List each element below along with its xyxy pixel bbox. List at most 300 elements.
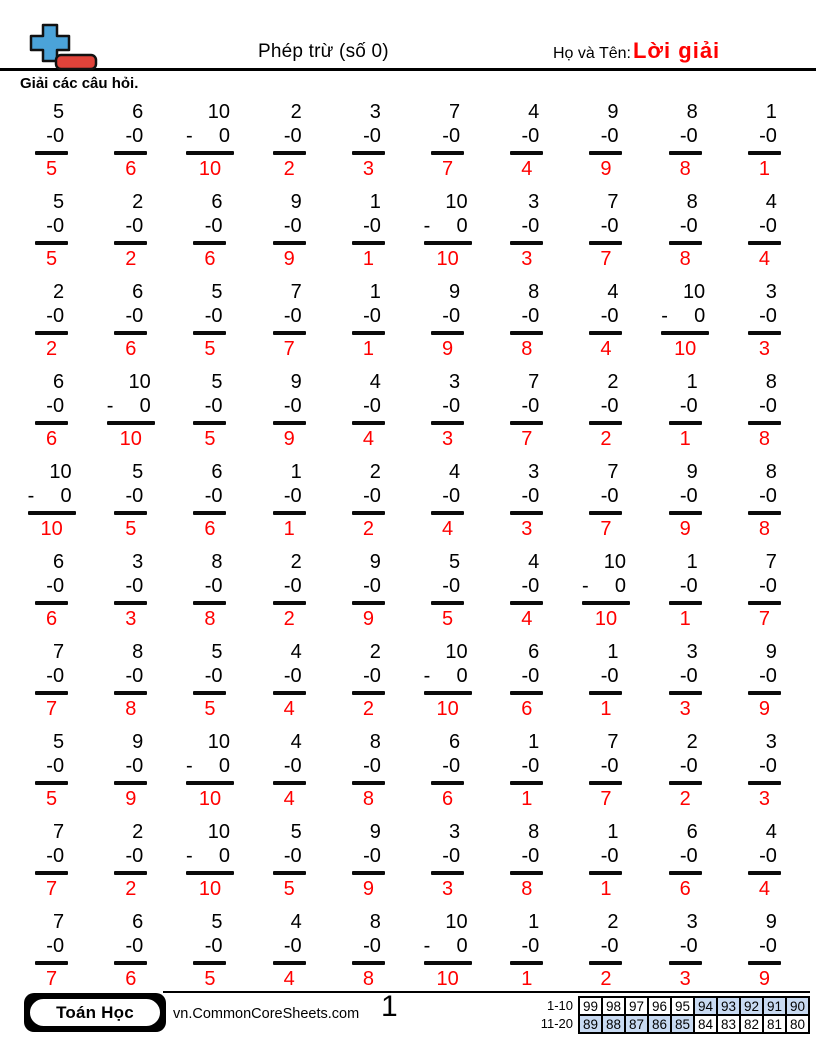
answer-value: 6: [46, 428, 58, 450]
subtraction-problem: [669, 820, 702, 901]
subtrahend-line: -0: [600, 935, 619, 957]
minuend: 7: [52, 641, 65, 663]
subtrahend-line: -0: [283, 395, 302, 417]
minuend: 5: [52, 101, 65, 123]
score-cell: 86: [647, 1014, 672, 1034]
subtrahend-line: -0: [679, 755, 698, 777]
answer-value: 9: [442, 338, 454, 360]
subtrahend-value: 0: [139, 395, 151, 417]
subtrahend-line: -0: [283, 575, 302, 597]
minuend: 1: [686, 371, 698, 393]
subtrahend-line: -0: [283, 485, 302, 507]
subtrahend-line: -0: [759, 755, 777, 777]
score-cell: 93: [716, 996, 741, 1016]
score-cell: 98: [601, 996, 626, 1016]
answer-rule: [273, 421, 306, 425]
subtraction-problem: [424, 640, 472, 721]
minuend: 10: [207, 101, 230, 123]
subtrahend-line: -0: [363, 395, 381, 417]
answer-value: 5: [204, 338, 216, 360]
subtraction-problem: [510, 100, 543, 181]
answer-rule: [589, 961, 622, 965]
answer-value: 8: [521, 878, 533, 900]
minus-sign: -: [423, 665, 431, 687]
score-cell: 87: [624, 1014, 649, 1034]
problem-row: [12, 190, 804, 280]
answer-rule: [589, 511, 622, 515]
minuend: 2: [607, 911, 619, 933]
answer-rule: [186, 151, 234, 155]
subtrahend-value: 0: [456, 665, 468, 687]
answer-value: 7: [600, 248, 612, 270]
subtrahend-line: -0: [759, 935, 777, 957]
minuend: 8: [686, 101, 698, 123]
subtraction-problem: [669, 190, 702, 271]
answer-rule: [273, 601, 306, 605]
subtraction-problem: [273, 370, 306, 451]
answer-value: 6: [46, 608, 58, 630]
subtrahend-line: -0: [521, 305, 540, 327]
subtraction-problem: [35, 820, 68, 901]
subtraction-problem: [352, 550, 385, 631]
answer-value: 6: [442, 788, 454, 810]
subtrahend-line: -0: [125, 665, 144, 687]
subtrahend-line: -0: [521, 935, 540, 957]
answer-rule: [352, 601, 385, 605]
answer-rule: [748, 691, 781, 695]
minuend: 8: [369, 911, 381, 933]
minuend: 1: [765, 101, 777, 123]
subtrahend-line: -0: [442, 305, 461, 327]
answer-value: 10: [436, 248, 459, 270]
subtrahend-line: [107, 394, 155, 418]
minuend: 7: [448, 101, 461, 123]
minuend: 5: [290, 821, 302, 843]
subtrahend-line: -0: [521, 575, 540, 597]
problems-grid: [0, 92, 816, 1000]
minuend: 10: [49, 461, 72, 483]
subtrahend-line: -0: [759, 665, 777, 687]
answer-value: 10: [198, 158, 222, 180]
subtraction-problem: [431, 460, 464, 541]
subtrahend-line: -0: [759, 395, 777, 417]
subtraction-problem: [589, 280, 622, 361]
answer-value: 3: [679, 698, 691, 720]
subtraction-problem: [669, 910, 702, 991]
answer-rule: [424, 691, 472, 695]
answer-value: 2: [362, 698, 374, 720]
answer-rule: [510, 601, 543, 605]
answer-rule: [273, 331, 306, 335]
answer-rule: [352, 151, 385, 155]
subtrahend-line: -0: [283, 935, 302, 957]
answer-rule: [748, 961, 781, 965]
answer-value: 3: [679, 968, 691, 990]
subtraction-problem: [114, 550, 147, 631]
answer-value: 2: [362, 518, 374, 540]
answer-rule: [510, 961, 543, 965]
minuend: 4: [528, 101, 540, 123]
subtraction-problem: [669, 730, 702, 811]
answer-value: 4: [283, 698, 295, 720]
answer-key-label: Lời giải: [632, 38, 721, 63]
minuend: 3: [528, 461, 540, 483]
answer-rule: [510, 421, 543, 425]
subtrahend-line: [424, 934, 472, 958]
answer-rule: [273, 241, 306, 245]
answer-rule: [35, 961, 68, 965]
minuend: 1: [607, 641, 619, 663]
answer-rule: [114, 781, 147, 785]
subtrahend-line: -0: [363, 665, 381, 687]
minuend: 6: [528, 641, 540, 663]
subtrahend-line: -0: [125, 215, 144, 237]
minuend: 6: [686, 821, 698, 843]
subtrahend-line: -0: [125, 485, 144, 507]
minuend: 1: [369, 191, 381, 213]
subtrahend-line: -0: [442, 845, 461, 867]
subtraction-problem: [589, 730, 622, 811]
answer-value: 6: [204, 518, 216, 540]
score-cell: 80: [785, 1014, 810, 1034]
answer-rule: [114, 961, 147, 965]
answer-rule: [35, 331, 68, 335]
score-cell: 96: [647, 996, 672, 1016]
minuend: 4: [448, 461, 461, 483]
minuend: 2: [132, 821, 144, 843]
subtrahend-line: -0: [521, 845, 540, 867]
minuend: 10: [207, 731, 230, 753]
subtrahend-line: -0: [125, 755, 144, 777]
subtraction-problem: [35, 640, 68, 721]
answer-value: 9: [758, 968, 770, 990]
subtrahend-line: -0: [600, 845, 619, 867]
subtraction-problem: [352, 190, 385, 271]
problem-row: [12, 370, 804, 460]
score-cell: 82: [739, 1014, 764, 1034]
answer-value: 2: [125, 878, 137, 900]
answer-value: 3: [362, 158, 374, 180]
answer-value: 1: [521, 788, 533, 810]
subtrahend-line: -0: [521, 485, 540, 507]
answer-rule: [193, 511, 226, 515]
subtraction-problem: [35, 910, 68, 991]
minuend: 10: [128, 371, 151, 393]
subtraction-problem: [748, 820, 781, 901]
minuend: 2: [369, 461, 381, 483]
minuend: 4: [765, 191, 777, 213]
score-cell: 83: [716, 1014, 741, 1034]
minuend: 1: [290, 461, 302, 483]
answer-value: 9: [600, 158, 612, 180]
subtraction-problem: [589, 370, 622, 451]
minuend: 9: [607, 101, 619, 123]
subtrahend-line: -0: [204, 665, 223, 687]
subtrahend-value: 0: [456, 935, 468, 957]
answer-value: 1: [758, 158, 770, 180]
subtrahend-line: -0: [283, 755, 302, 777]
answer-rule: [748, 871, 781, 875]
answer-rule: [352, 961, 385, 965]
answer-rule: [193, 331, 226, 335]
answer-rule: [193, 961, 226, 965]
answer-rule: [510, 241, 543, 245]
answer-value: 6: [125, 158, 137, 180]
answer-value: 5: [283, 878, 295, 900]
subtrahend-line: -0: [679, 845, 698, 867]
answer-rule: [589, 691, 622, 695]
badge-label: Toán Học: [28, 997, 162, 1028]
subtrahend-line: -0: [125, 305, 144, 327]
subtraction-problem: [193, 190, 226, 271]
answer-value: 10: [436, 698, 459, 720]
subtrahend-line: -0: [442, 755, 461, 777]
subtraction-problem: [193, 550, 226, 631]
subtraction-problem: [28, 460, 76, 541]
answer-rule: [35, 151, 68, 155]
answer-value: 10: [198, 788, 222, 810]
subtraction-problem: [273, 280, 306, 361]
subtrahend-line: -0: [363, 935, 381, 957]
minuend: 6: [132, 281, 144, 303]
subtraction-problem: [352, 370, 385, 451]
subtrahend-line: [424, 664, 472, 688]
minuend: 5: [132, 461, 144, 483]
subtrahend-line: -0: [679, 125, 698, 147]
subtraction-problem: [431, 550, 464, 631]
subtraction-problem: [193, 280, 226, 361]
answer-value: 7: [600, 788, 612, 810]
subtraction-problem: [35, 370, 68, 451]
answer-value: 1: [600, 698, 612, 720]
subtraction-problem: [352, 280, 385, 361]
answer-rule: [35, 601, 68, 605]
answer-value: 4: [521, 608, 533, 630]
subtrahend-line: -0: [442, 395, 461, 417]
subtrahend-line: -0: [759, 845, 777, 867]
answer-value: 6: [521, 698, 533, 720]
answer-rule: [431, 421, 464, 425]
minuend: 9: [369, 821, 381, 843]
subtrahend-line: -0: [679, 395, 698, 417]
answer-value: 6: [679, 878, 691, 900]
subtraction-problem: [273, 550, 306, 631]
subtraction-problem: [193, 460, 226, 541]
subtrahend-line: -0: [759, 215, 777, 237]
minuend: 10: [445, 641, 468, 663]
subtrahend-line: -0: [679, 485, 698, 507]
subtraction-problem: [273, 730, 306, 811]
answer-value: 5: [204, 968, 216, 990]
answer-value: 8: [125, 698, 137, 720]
answer-value: 2: [679, 788, 691, 810]
minuend: 1: [528, 731, 540, 753]
subtraction-problem: [273, 190, 306, 271]
website-link[interactable]: vn.CommonCoreSheets.com: [173, 1006, 360, 1022]
subtrahend-line: -0: [125, 575, 144, 597]
subtrahend-line: -0: [759, 485, 777, 507]
answer-rule: [35, 691, 68, 695]
answer-rule: [193, 601, 226, 605]
subtrahend-line: -0: [442, 575, 461, 597]
answer-rule: [114, 511, 147, 515]
minuend: 5: [211, 371, 223, 393]
score-row-label: 1-10: [546, 998, 573, 1013]
answer-value: 5: [442, 608, 454, 630]
name-label: Họ và Tên:: [553, 45, 631, 62]
score-cell: 94: [693, 996, 718, 1016]
answer-rule: [186, 871, 234, 875]
answer-rule: [669, 691, 702, 695]
minus-sign: -: [661, 305, 668, 327]
subtrahend-line: -0: [46, 215, 65, 237]
answer-value: 2: [600, 428, 612, 450]
answer-rule: [352, 691, 385, 695]
subtrahend-line: -0: [204, 395, 223, 417]
answer-rule: [424, 241, 472, 245]
minuend: 8: [765, 371, 777, 393]
answer-value: 5: [204, 698, 216, 720]
subtraction-problem: [510, 190, 543, 271]
answer-rule: [431, 331, 464, 335]
score-row: [530, 996, 810, 1016]
answer-rule: [669, 961, 702, 965]
answer-rule: [669, 781, 702, 785]
minuend: 1: [369, 281, 381, 303]
minuend: 3: [686, 641, 698, 663]
minuend: 8: [528, 281, 540, 303]
answer-rule: [748, 151, 781, 155]
answer-value: 9: [362, 608, 374, 630]
subtraction-problem: [193, 370, 226, 451]
answer-rule: [352, 421, 385, 425]
subtraction-problem: [589, 640, 622, 721]
answer-value: 1: [679, 608, 691, 630]
answer-value: 5: [46, 788, 58, 810]
subtrahend-line: -0: [283, 125, 302, 147]
answer-value: 10: [119, 428, 142, 450]
minuend: 4: [369, 371, 381, 393]
minuend: 8: [132, 641, 144, 663]
answer-rule: [510, 691, 543, 695]
subtrahend-line: -0: [600, 485, 619, 507]
subtrahend-line: -0: [125, 845, 144, 867]
minuend: 2: [290, 101, 302, 123]
subtraction-problem: [273, 910, 306, 991]
minuend: 10: [445, 911, 468, 933]
answer-rule: [114, 601, 147, 605]
subtraction-problem: [431, 370, 464, 451]
subtrahend-line: [661, 304, 709, 328]
score-cell: 92: [739, 996, 764, 1016]
answer-rule: [748, 331, 781, 335]
minuend: 3: [686, 911, 698, 933]
answer-value: 7: [758, 608, 770, 630]
minuend: 9: [448, 281, 461, 303]
page-title: Phép trừ (số 0): [258, 41, 389, 62]
subtrahend-line: -0: [759, 575, 777, 597]
subtraction-problem: [114, 910, 147, 991]
answer-rule: [114, 871, 147, 875]
answer-rule: [114, 241, 147, 245]
subtrahend-line: -0: [204, 935, 223, 957]
problem-row: [12, 820, 804, 910]
answer-rule: [273, 961, 306, 965]
minuend: 2: [52, 281, 65, 303]
answer-value: 10: [436, 968, 459, 990]
subtrahend-line: -0: [521, 215, 540, 237]
subtrahend-line: -0: [600, 665, 619, 687]
answer-rule: [35, 421, 68, 425]
subtrahend-line: -0: [46, 845, 65, 867]
answer-value: 8: [362, 788, 374, 810]
answer-value: 2: [125, 248, 137, 270]
minus-sign: -: [581, 575, 589, 597]
subtraction-problem: [352, 910, 385, 991]
problem-row: [12, 730, 804, 820]
minuend: 9: [132, 731, 144, 753]
answer-value: 2: [283, 608, 295, 630]
answer-rule: [748, 421, 781, 425]
answer-rule: [28, 511, 76, 515]
subtraction-problem: [352, 640, 385, 721]
minuend: 3: [448, 371, 461, 393]
subtrahend-line: -0: [46, 575, 65, 597]
score-cell: 84: [693, 1014, 718, 1034]
subtrahend-line: -0: [363, 125, 381, 147]
answer-value: 7: [46, 698, 58, 720]
subtrahend-line: -0: [46, 125, 65, 147]
subtraction-problem: [114, 280, 147, 361]
answer-rule: [273, 781, 306, 785]
minus-sign: -: [106, 395, 114, 417]
minuend: 5: [211, 281, 223, 303]
minuend: 4: [607, 281, 619, 303]
subtraction-problem: [510, 370, 543, 451]
subtrahend-value: 0: [456, 215, 468, 237]
answer-rule: [273, 511, 306, 515]
answer-rule: [589, 241, 622, 245]
answer-value: 2: [283, 158, 295, 180]
answer-value: 3: [521, 248, 533, 270]
plus-minus-logo-icon: [20, 22, 100, 72]
minuend: 9: [290, 191, 302, 213]
subtrahend-line: -0: [442, 125, 461, 147]
answer-value: 3: [758, 788, 770, 810]
answer-rule: [669, 421, 702, 425]
minuend: 3: [369, 101, 381, 123]
answer-value: 10: [594, 608, 618, 630]
subtrahend-line: -0: [679, 935, 698, 957]
subtraction-problem: [193, 910, 226, 991]
answer-value: 7: [46, 968, 58, 990]
answer-rule: [273, 691, 306, 695]
answer-value: 3: [125, 608, 137, 630]
minuend: 5: [211, 911, 223, 933]
score-cell: 85: [670, 1014, 695, 1034]
answer-value: 1: [362, 338, 374, 360]
name-area: [553, 38, 720, 64]
subtraction-problem: [35, 730, 68, 811]
answer-rule: [431, 511, 464, 515]
subtrahend-line: -0: [363, 845, 381, 867]
minuend: 9: [369, 551, 381, 573]
answer-rule: [352, 781, 385, 785]
subtrahend-value: 0: [60, 485, 72, 507]
score-cell: 90: [785, 996, 810, 1016]
answer-rule: [510, 781, 543, 785]
subtraction-problem: [273, 100, 306, 181]
